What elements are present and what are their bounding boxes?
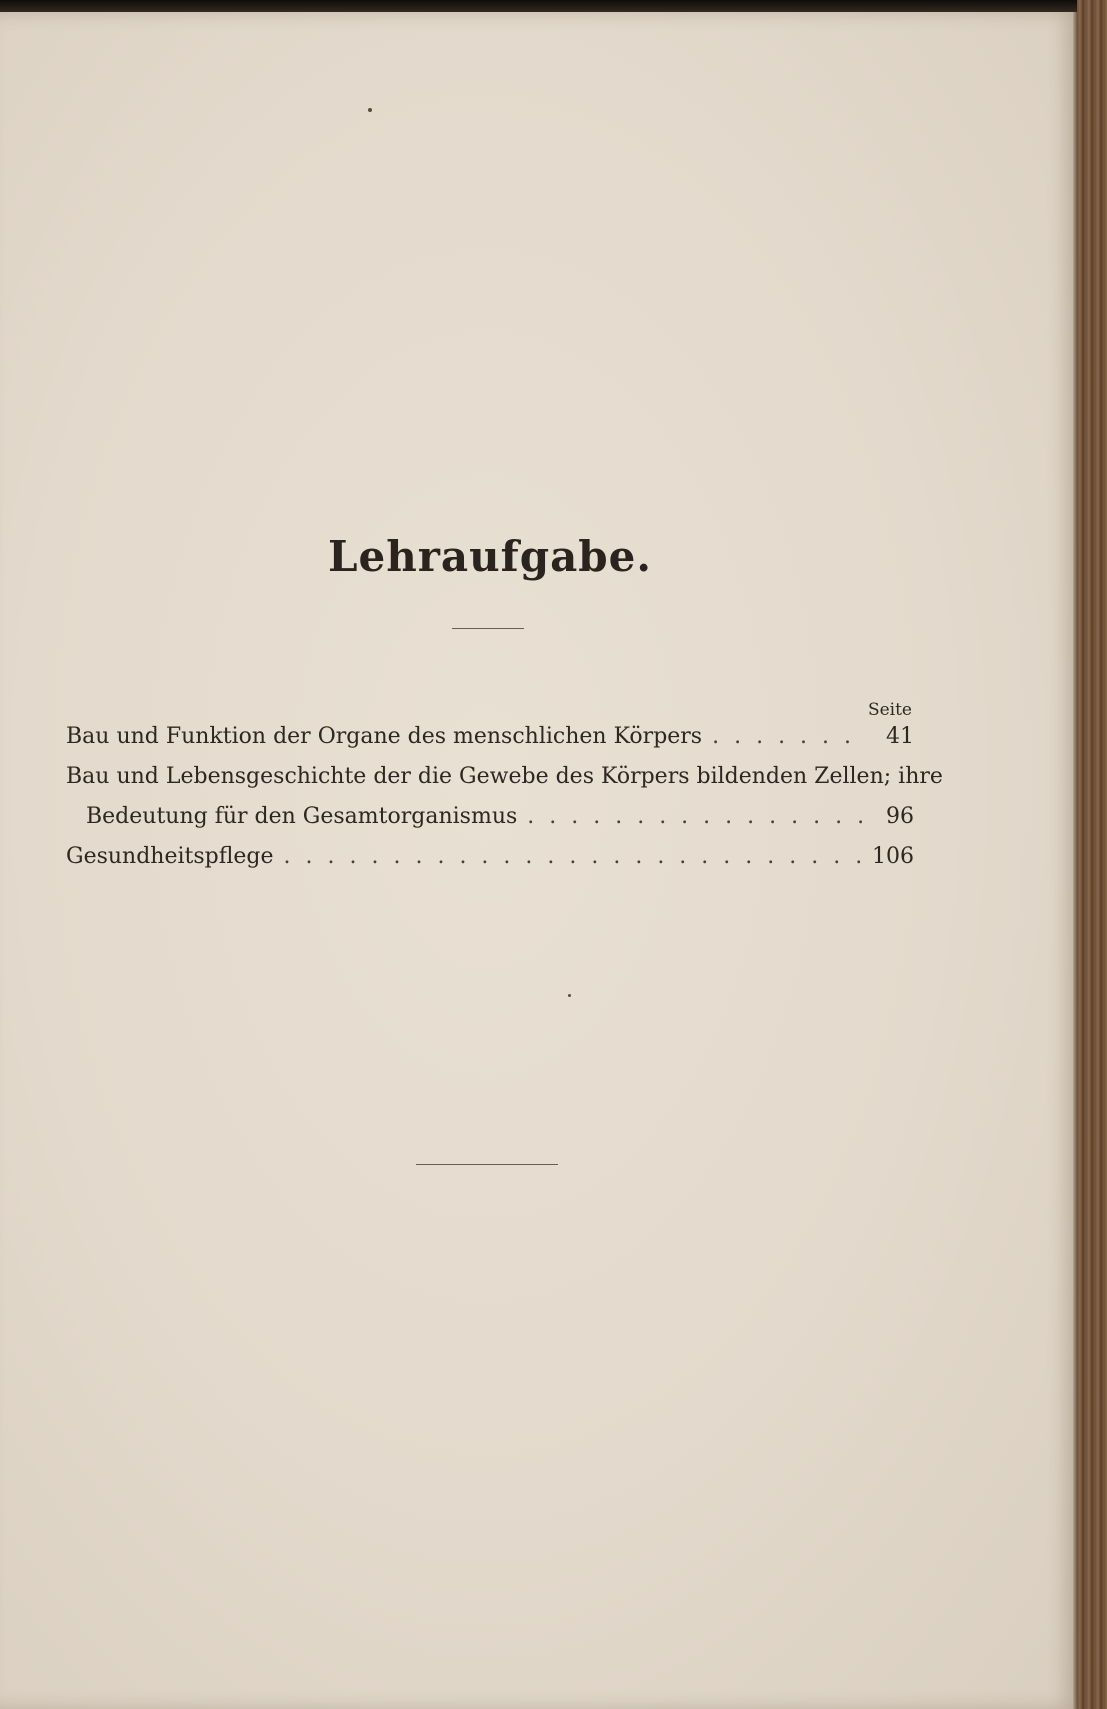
book-page: [0, 12, 1080, 1709]
toc-entry-title: Bau und Funktion der Organe des menschlichen Körpers: [66, 724, 703, 749]
dot-leader: [284, 844, 866, 869]
book-spine: [1077, 0, 1107, 1709]
toc-entry: [66, 764, 943, 798]
dot-leader: [527, 804, 868, 829]
toc-entry-title: Bau und Lebensgeschichte der die Gewebe des Körpers bildenden Zellen; ihre: [66, 764, 943, 789]
toc-entry: [66, 724, 914, 758]
toc-entry-page: 41: [886, 724, 914, 749]
toc-entry-page: 106: [872, 844, 914, 869]
end-divider: [416, 1164, 558, 1165]
page-title: Lehraufgabe.: [327, 532, 653, 581]
toc-entry-title: Bedeutung für den Gesamtorganismus: [86, 804, 518, 829]
dot-leader: [712, 724, 868, 749]
toc-entry-page: 96: [886, 804, 914, 829]
page-column-label: Seite: [867, 700, 912, 720]
toc-entry-title: Gesundheitspflege: [66, 844, 274, 869]
toc-entry-continued: [66, 804, 914, 838]
paper-speck: [568, 994, 571, 997]
toc-entry: [66, 844, 914, 878]
paper-speck: [368, 108, 372, 112]
title-divider: [452, 628, 524, 629]
